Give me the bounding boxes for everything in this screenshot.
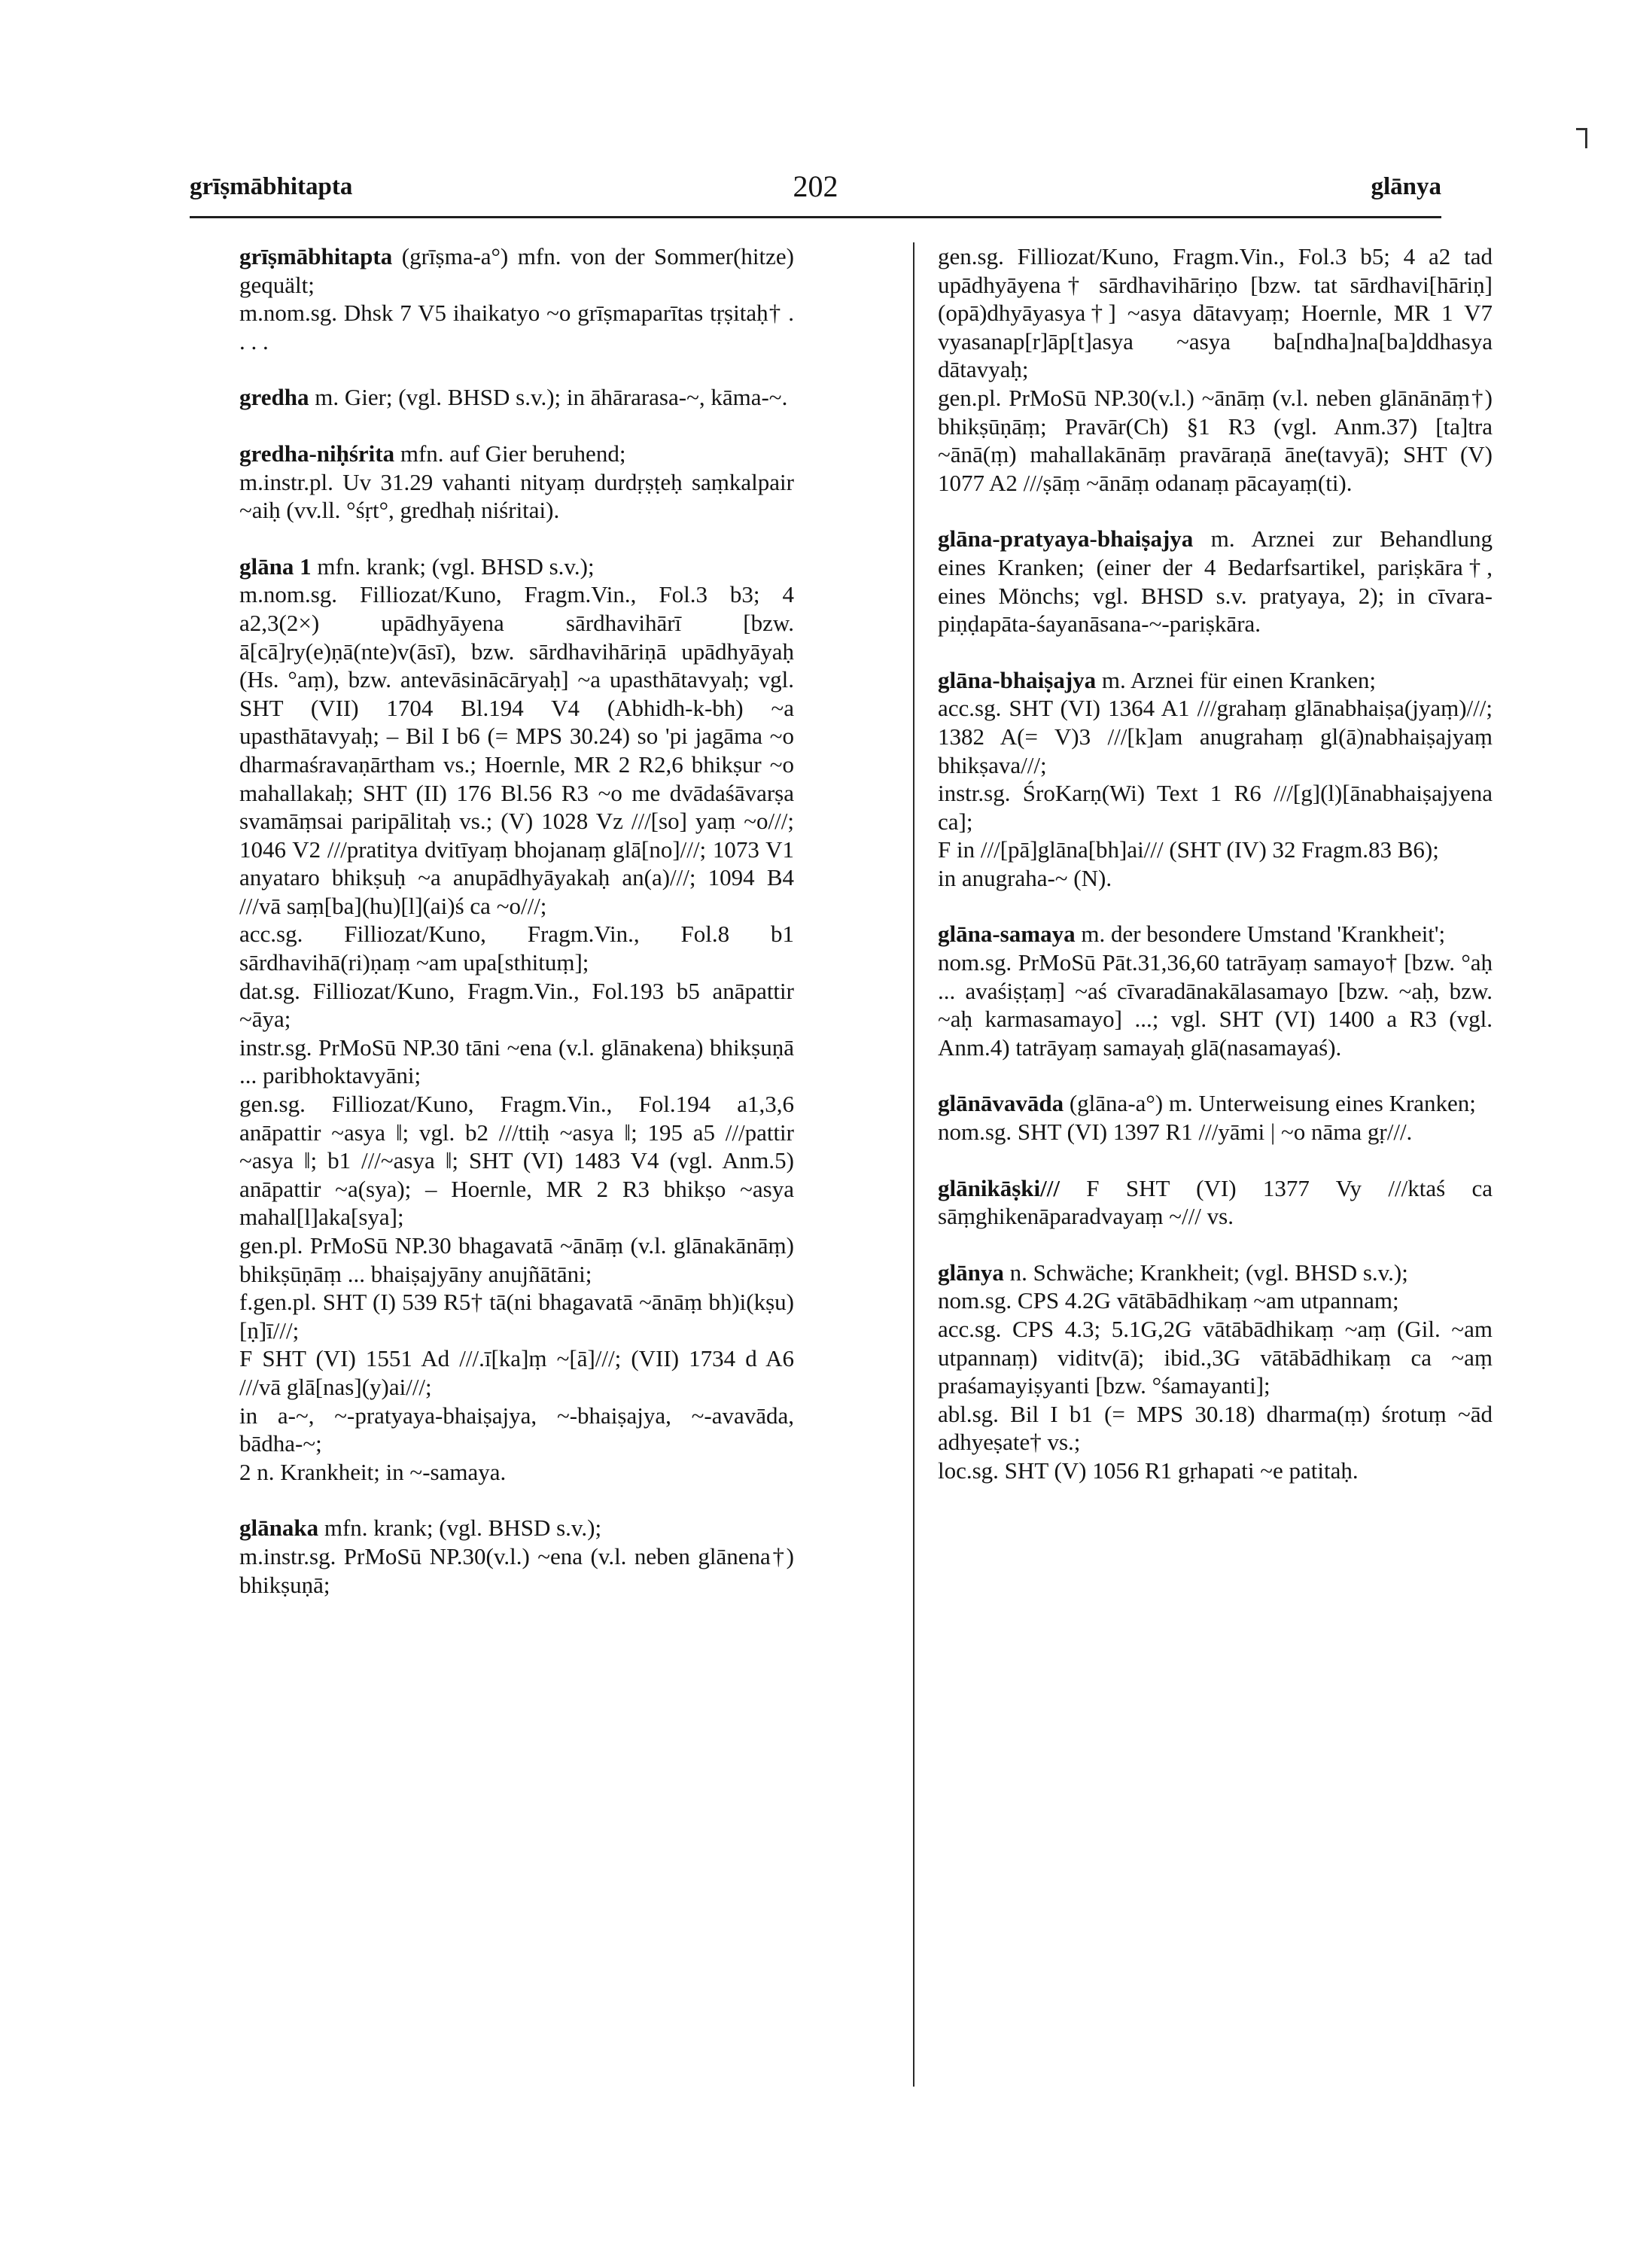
- dictionary-entry: [938, 1174, 1493, 1231]
- entry-line: nom.sg. SHT (VI) 1397 R1 ///yāmi | ~o nāma gṛ///.: [938, 1119, 1413, 1146]
- entry-line: acc.sg. Filliozat/Kuno, Fragm.Vin., Fol.8 b1 sārdhavihā(ri)ṇaṃ ~am upa[sthituṃ];: [239, 921, 794, 976]
- left-column: [239, 242, 794, 1627]
- entry-line: instr.sg. PrMoSū NP.30 tāni ~ena (v.l. glānakena) bhikṣuṇā ... paribhoktavyāni;: [239, 1034, 794, 1089]
- dictionary-entry: [938, 920, 1493, 1061]
- headword: glānaka: [239, 1515, 319, 1542]
- headword: glāna-samaya: [938, 921, 1076, 948]
- entry-line: f.gen.pl. SHT (I) 539 R5† tā(ni bhagavatā ~ānāṃ bh)i(kṣu)[ṇ]ī///;: [239, 1289, 794, 1344]
- entry-line: F in ///[pā]glāna[bh]ai/// (SHT (IV) 32 Fragm.83 B6);: [938, 836, 1439, 863]
- entry-line: dat.sg. Filliozat/Kuno, Fragm.Vin., Fol.193 b5 anāpattir ~āya;: [239, 977, 794, 1033]
- entry-line: glāna 1 mfn. krank; (vgl. BHSD s.v.);: [239, 553, 595, 580]
- entry-line: glānikāṣki/// F SHT (VI) 1377 Vy ///ktaś ca sāṃghikenāparadvayaṃ ~/// vs.: [938, 1174, 1493, 1230]
- entry-line: glānya n. Schwäche; Krankheit; (vgl. BHSD s.v.);: [938, 1259, 1408, 1286]
- entry-line: glānaka mfn. krank; (vgl. BHSD s.v.);: [239, 1515, 602, 1542]
- entry-line: acc.sg. CPS 4.3; 5.1G,2G vātābādhikaṃ ~aṃ (Gil. ~am utpannaṃ) viditv(ā); ibid.,3G vātābādhikaṃ ca ~aṃ praśamayiṣyanti [bzw. °śamayanti];: [938, 1316, 1493, 1399]
- entry-line: gen.sg. Filliozat/Kuno, Fragm.Vin., Fol.194 a1,3,6 anāpattir ~asya ‖; vgl. b2 ///ttiḥ ~asya ‖; 195 a5 ///pattir ~asya ‖; b1 ///~asya ‖; SHT (VI) 1483 V4 (vgl. Anm.5) anāpattir ~a(sya); – Hoernle, MR 2 R3 bhikṣo ~asya mahal[l]aka[sya];: [239, 1091, 794, 1231]
- dictionary-entry: [239, 440, 794, 525]
- dictionary-entry: [239, 553, 794, 1487]
- headword: glāna-pratyaya-bhaiṣajya: [938, 525, 1194, 553]
- right-column: [938, 242, 1493, 1513]
- headword: glānya: [938, 1259, 1004, 1286]
- right-guide-word: glānya: [1371, 173, 1441, 200]
- headword: gredha-niḥśrita: [239, 440, 395, 467]
- dictionary-entry: [239, 242, 794, 355]
- dictionary-entry: [938, 525, 1493, 638]
- running-head: [190, 169, 1441, 203]
- headword: glāna 1: [239, 553, 312, 580]
- entry-line: glānāvavāda (glāna-a°) m. Unterweisung eines Kranken;: [938, 1090, 1476, 1117]
- headword: glānikāṣki///: [938, 1174, 1060, 1201]
- entry-line: glāna-pratyaya-bhaiṣajya m. Arznei zur Behandlung eines Kranken; (einer der 4 Bedarfsartikel, pariṣkāra†, eines Mönchs; vgl. BHSD s.v. pratyaya, 2); in cīvara-piṇḍapāta-śayanāsana-~-pariṣkāra.: [938, 525, 1493, 638]
- header-rule: [190, 216, 1441, 218]
- headword: grīṣmābhitapta: [239, 243, 393, 269]
- dictionary-entry: [938, 666, 1493, 893]
- entry-line: abl.sg. Bil I b1 (= MPS 30.18) dharma(ṃ) śrotuṃ ~ād adhyeṣate† vs.;: [938, 1400, 1493, 1456]
- headword: glānāvavāda: [938, 1090, 1064, 1117]
- entry-line: glāna-samaya m. der besondere Umstand 'Krankheit';: [938, 921, 1446, 948]
- headword: glāna-bhaiṣajya: [938, 666, 1097, 693]
- entry-line: gen.sg. Filliozat/Kuno, Fragm.Vin., Fol.3 b5; 4 a2 tad upādhyāyena† sārdhavihāriṇo [bzw. tat sārdhavi[hāriṇ](opā)dhyāyasya†] ~asya dātavyaṃ; Hoernle, MR 1 V7 vyasanap[r]āp[t]asya ~asya ba[ndha]na[ba]ddhasya dātavyaḥ;: [938, 243, 1493, 383]
- entry-line: gen.pl. PrMoSū NP.30(v.l.) ~ānāṃ (v.l. neben glānānāṃ†) bhikṣūṇāṃ; Pravār(Ch) §1 R3 (vgl. Anm.37) [ta]tra ~ānā(ṃ) mahallakānāṃ pravāraṇā āne(tavyā); SHT (V) 1077 A2 ///ṣāṃ ~ānāṃ odanaṃ pācayaṃ(ti).: [938, 384, 1493, 496]
- entry-line: grīṣmābhitapta (grīṣma-a°) mfn. von der Sommer(hitze) gequält;: [239, 243, 794, 298]
- dictionary-entry: [239, 1514, 794, 1599]
- entry-line: gredha-niḥśrita mfn. auf Gier beruhend;: [239, 440, 626, 467]
- entry-line: m.instr.sg. PrMoSū NP.30(v.l.) ~ena (v.l. neben glānena†) bhikṣuṇā;: [239, 1542, 794, 1598]
- entry-line: 2 n. Krankheit; in ~-samaya.: [239, 1458, 507, 1485]
- entry-line: in a-~, ~-pratyaya-bhaiṣajya, ~-bhaiṣajya, ~-avavāda, bādha-~;: [239, 1402, 794, 1457]
- dictionary-entry: [938, 1259, 1493, 1485]
- dictionary-entry: [239, 383, 794, 412]
- entry-line: nom.sg. CPS 4.2G vātābādhikaṃ ~am utpannam;: [938, 1287, 1399, 1314]
- crop-mark: [1576, 128, 1587, 148]
- dictionary-entry: [938, 242, 1493, 497]
- entry-line: glāna-bhaiṣajya m. Arznei für einen Kranken;: [938, 666, 1377, 693]
- entry-line: in anugraha-~ (N).: [938, 864, 1112, 891]
- dictionary-entry: [938, 1089, 1493, 1146]
- entry-line: loc.sg. SHT (V) 1056 R1 gṛhapati ~e patitaḥ.: [938, 1457, 1359, 1484]
- entry-line: F SHT (VI) 1551 Ad ///.ī[ka]ṃ ~[ā]///; (VII) 1734 d A6 ///vā glā[nas](y)ai///;: [239, 1345, 794, 1400]
- entry-line: acc.sg. SHT (VI) 1364 A1 ///grahaṃ glānabhaiṣa(jyaṃ)///; 1382 A(= V)3 ///[k]am anugrahaṃ gl(ā)nabhaiṣajyaṃ bhikṣava///;: [938, 695, 1493, 778]
- headword: gredha: [239, 384, 309, 411]
- entry-line: gen.pl. PrMoSū NP.30 bhagavatā ~ānāṃ (v.l. glānakānāṃ) bhikṣūṇāṃ ... bhaiṣajyāny anujñātāni;: [239, 1232, 794, 1287]
- entry-line: instr.sg. ŚroKarṇ(Wi) Text 1 R6 ///[g](l)[ānabhaiṣajyena ca];: [938, 780, 1493, 835]
- entry-line: m.nom.sg. Filliozat/Kuno, Fragm.Vin., Fol.3 b3; 4 a2,3(2×) upādhyāyena sārdhavihārī [bzw. ā[cā]ry(e)ṇā(nte)v(āsī), bzw. sārdhavihāriṇā upādhyāyaḥ (Hs. °aṃ), bzw. antevāsinācāryaḥ] ~a upasthātavyaḥ; vgl. SHT (VII) 1704 Bl.194 V4 (Abhidh-k-bh) ~a upasthātavyaḥ; – Bil I b6 (= MPS 30.24) so 'pi jagāma ~o dharmaśravaṇārtham vs.; Hoernle, MR 2 R2,6 bhikṣur ~o mahallakaḥ; SHT (II) 176 Bl.56 R3 ~o me dvādaśāvarṣa svamāṃsai paripālitaḥ vs.; (V) 1028 Vz ///[so] yaṃ ~o///; 1046 V2 ///pratitya dvitīyaṃ bhojanaṃ glā[no]///; 1073 V1 anyataro bhikṣuḥ ~a anupādhyāyakaḥ an(a)///; 1094 B4 ///vā saṃ[ba](hu)[l](ai)ś ca ~o///;: [239, 581, 794, 919]
- entry-line: m.instr.pl. Uv 31.29 vahanti nityaṃ durdṛṣṭeḥ saṃkalpair ~aiḥ (vv.ll. °śṛt°, gredhaḥ niśritai).: [239, 468, 794, 524]
- left-guide-word: grīṣmābhitapta: [190, 173, 353, 200]
- entry-line: gredha m. Gier; (vgl. BHSD s.v.); in āhārarasa-~, kāma-~.: [239, 384, 788, 411]
- page-number: 202: [793, 169, 838, 203]
- column-divider: [913, 242, 914, 2087]
- entry-line: nom.sg. PrMoSū Pāt.31,36,60 tatrāyaṃ samayo† [bzw. °aḥ ... avaśiṣṭaṃ] ~aś cīvaradānakālasamayo [bzw. ~aḥ, bzw. ~aḥ karmasamayo] ...; vgl. SHT (VI) 1400 a R3 (vgl. Anm.4) tatrāyaṃ samayaḥ glā(nasamayaś).: [938, 949, 1493, 1061]
- entry-line: m.nom.sg. Dhsk 7 V5 ihaikatyo ~o grīṣmaparītas tṛṣitaḥ† . . . .: [239, 300, 794, 355]
